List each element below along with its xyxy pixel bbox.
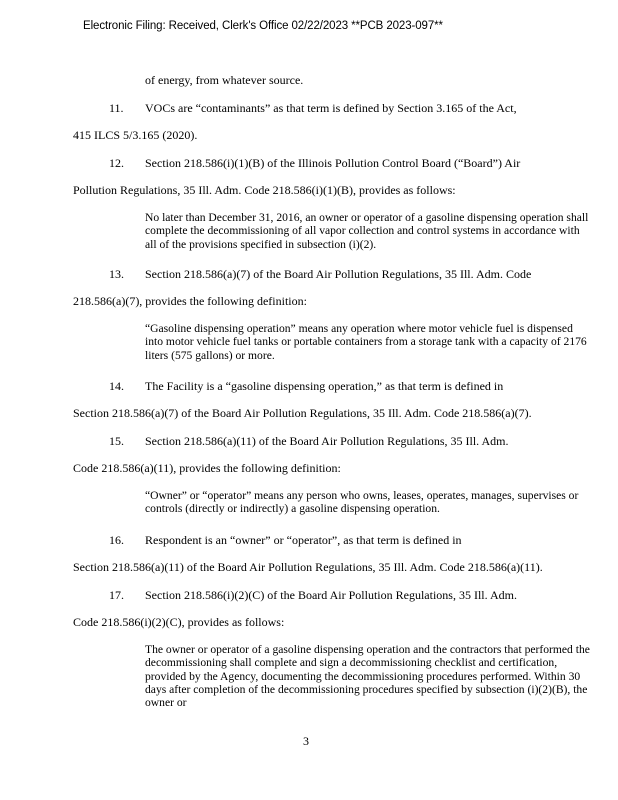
- paragraph-11-number: 11.: [109, 101, 124, 115]
- paragraph-13-line2: 218.586(a)(7), provides the following definition:: [73, 294, 307, 308]
- paragraph-17-number: 17.: [109, 588, 124, 602]
- paragraph-11-line1: VOCs are “contaminants” as that term is defined by Section 3.165 of the Act,: [145, 101, 517, 115]
- electronic-filing-header: Electronic Filing: Received, Clerk's Office 02/22/2023 **PCB 2023-097**: [83, 20, 443, 32]
- paragraph-16-number: 16.: [109, 533, 124, 547]
- paragraph-14-number: 14.: [109, 379, 124, 393]
- paragraph-10-continuation: of energy, from whatever source.: [145, 73, 304, 87]
- paragraph-15-number: 15.: [109, 434, 124, 448]
- paragraph-17-block-quote: The owner or operator of a gasoline dispensing operation and the contractors that performed the decommissioning shall complete and sign a decommissioning checklist and certification, provided by the Agency, documenting the decommissioning procedures performed. Within 30 days after completion of the decommissioning procedures specified by subsection (i)(2)(B), the owner or: [145, 643, 590, 710]
- paragraph-13-block-quote: “Gasoline dispensing operation” means any operation where motor vehicle fuel is dispensed into motor vehicle fuel tanks or portable containers from a storage tank with a capacity of 2176 liters (575 gallons) or more.: [145, 322, 587, 362]
- paragraph-12-block-quote: No later than December 31, 2016, an owner or operator of a gasoline dispensing operation shall complete the decommissioning of all vapor collection and control systems in accordance with all of the provisions specified in subsection (i)(2).: [145, 211, 589, 251]
- paragraph-16-line1: Respondent is an “owner” or “operator”, as that term is defined in: [145, 533, 462, 547]
- paragraph-17-line2: Code 218.586(i)(2)(C), provides as follows:: [73, 615, 285, 629]
- paragraph-13-line1: Section 218.586(a)(7) of the Board Air Pollution Regulations, 35 Ill. Adm. Code: [145, 267, 532, 281]
- paragraph-15-line2: Code 218.586(a)(11), provides the following definition:: [73, 461, 341, 475]
- paragraph-13-number: 13.: [109, 267, 124, 281]
- paragraph-12-line2: Pollution Regulations, 35 Ill. Adm. Code 218.586(i)(1)(B), provides as follows:: [73, 183, 456, 197]
- paragraph-14-line1: The Facility is a “gasoline dispensing operation,” as that term is defined in: [145, 379, 504, 393]
- paragraph-12-line1: Section 218.586(i)(1)(B) of the Illinois Pollution Control Board (“Board”) Air: [145, 156, 521, 170]
- paragraph-15-block-quote: “Owner” or “operator” means any person who owns, leases, operates, manages, supervises or controls (directly or indirectly) a gasoline dispensing operation.: [145, 489, 579, 516]
- paragraph-14-line2: Section 218.586(a)(7) of the Board Air Pollution Regulations, 35 Ill. Adm. Code 218.586(a)(7).: [73, 406, 532, 420]
- paragraph-17-line1: Section 218.586(i)(2)(C) of the Board Air Pollution Regulations, 35 Ill. Adm.: [145, 588, 517, 602]
- paragraph-15-line1: Section 218.586(a)(11) of the Board Air Pollution Regulations, 35 Ill. Adm.: [145, 434, 509, 448]
- page-number: 3: [303, 734, 309, 748]
- paragraph-11-line2: 415 ILCS 5/3.165 (2020).: [73, 128, 198, 142]
- paragraph-12-number: 12.: [109, 156, 124, 170]
- paragraph-16-line2: Section 218.586(a)(11) of the Board Air Pollution Regulations, 35 Ill. Adm. Code 218.586(a)(11).: [73, 560, 543, 574]
